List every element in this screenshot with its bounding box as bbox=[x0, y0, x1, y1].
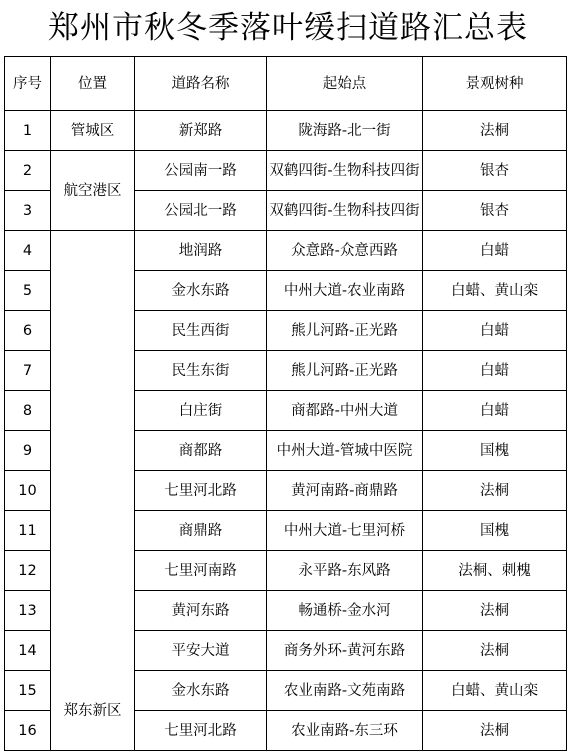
cell-range: 农业南路-东三环 bbox=[267, 711, 423, 751]
table-row bbox=[5, 111, 567, 151]
cell-seq: 14 bbox=[5, 631, 51, 671]
cell-trees: 白蜡 bbox=[423, 231, 567, 271]
cell-trees: 法桐 bbox=[423, 111, 567, 151]
cell-seq: 15 bbox=[5, 671, 51, 711]
cell-seq: 5 bbox=[5, 271, 51, 311]
cell-road: 商鼎路 bbox=[135, 511, 267, 551]
header-position: 位置 bbox=[51, 57, 135, 111]
cell-road: 七里河北路 bbox=[135, 471, 267, 511]
cell-road: 白庄街 bbox=[135, 391, 267, 431]
cell-seq: 2 bbox=[5, 151, 51, 191]
cell-road: 平安大道 bbox=[135, 631, 267, 671]
cell-seq: 12 bbox=[5, 551, 51, 591]
cell-range: 双鹤四街-生物科技四街 bbox=[267, 151, 423, 191]
header-seq: 序号 bbox=[5, 57, 51, 111]
cell-trees: 白蜡 bbox=[423, 391, 567, 431]
cell-road: 七里河北路 bbox=[135, 711, 267, 751]
cell-seq: 1 bbox=[5, 111, 51, 151]
cell-trees: 白蜡 bbox=[423, 311, 567, 351]
header-row bbox=[5, 57, 567, 111]
cell-road: 新郑路 bbox=[135, 111, 267, 151]
cell-trees: 法桐、刺槐 bbox=[423, 551, 567, 591]
cell-range: 熊儿河路-正光路 bbox=[267, 351, 423, 391]
header-trees: 景观树种 bbox=[423, 57, 567, 111]
cell-trees: 法桐 bbox=[423, 711, 567, 751]
table-row bbox=[5, 231, 567, 271]
cell-trees: 白蜡 bbox=[423, 351, 567, 391]
cell-road: 地润路 bbox=[135, 231, 267, 271]
cell-seq: 8 bbox=[5, 391, 51, 431]
table-row bbox=[5, 151, 567, 191]
cell-position: 管城区 bbox=[51, 111, 135, 151]
cell-trees: 白蜡、黄山栾 bbox=[423, 271, 567, 311]
cell-range: 中州大道-七里河桥 bbox=[267, 511, 423, 551]
cell-road: 公园南一路 bbox=[135, 151, 267, 191]
cell-road: 民生东街 bbox=[135, 351, 267, 391]
cell-road: 公园北一路 bbox=[135, 191, 267, 231]
cell-seq: 16 bbox=[5, 711, 51, 751]
cell-range: 畅通桥-金水河 bbox=[267, 591, 423, 631]
cell-trees: 银杏 bbox=[423, 191, 567, 231]
cell-range: 商务外环-黄河东路 bbox=[267, 631, 423, 671]
cell-seq: 4 bbox=[5, 231, 51, 271]
cell-road: 黄河东路 bbox=[135, 591, 267, 631]
cell-road: 金水东路 bbox=[135, 671, 267, 711]
cell-range: 永平路-东风路 bbox=[267, 551, 423, 591]
cell-road: 金水东路 bbox=[135, 271, 267, 311]
cell-range: 熊儿河路-正光路 bbox=[267, 311, 423, 351]
header-road: 道路名称 bbox=[135, 57, 267, 111]
cell-range: 农业南路-文苑南路 bbox=[267, 671, 423, 711]
cell-position: 郑东新区 bbox=[51, 231, 135, 751]
cell-trees: 银杏 bbox=[423, 151, 567, 191]
cell-seq: 10 bbox=[5, 471, 51, 511]
cell-seq: 9 bbox=[5, 431, 51, 471]
cell-trees: 国槐 bbox=[423, 511, 567, 551]
road-table bbox=[4, 56, 567, 751]
cell-seq: 13 bbox=[5, 591, 51, 631]
cell-range: 中州大道-管城中医院 bbox=[267, 431, 423, 471]
cell-road: 民生西街 bbox=[135, 311, 267, 351]
cell-trees: 国槐 bbox=[423, 431, 567, 471]
cell-trees: 白蜡、黄山栾 bbox=[423, 671, 567, 711]
cell-range: 中州大道-农业南路 bbox=[267, 271, 423, 311]
cell-trees: 法桐 bbox=[423, 591, 567, 631]
cell-range: 黄河南路-商鼎路 bbox=[267, 471, 423, 511]
cell-seq: 6 bbox=[5, 311, 51, 351]
header-range: 起始点 bbox=[267, 57, 423, 111]
cell-seq: 7 bbox=[5, 351, 51, 391]
cell-range: 众意路-众意西路 bbox=[267, 231, 423, 271]
cell-road: 商都路 bbox=[135, 431, 267, 471]
cell-road: 七里河南路 bbox=[135, 551, 267, 591]
cell-seq: 3 bbox=[5, 191, 51, 231]
cell-seq: 11 bbox=[5, 511, 51, 551]
cell-range: 陇海路-北一街 bbox=[267, 111, 423, 151]
cell-range: 商都路-中州大道 bbox=[267, 391, 423, 431]
cell-trees: 法桐 bbox=[423, 471, 567, 511]
cell-range: 双鹤四街-生物科技四街 bbox=[267, 191, 423, 231]
cell-trees: 法桐 bbox=[423, 631, 567, 671]
cell-position: 航空港区 bbox=[51, 151, 135, 231]
page-title: 郑州市秋冬季落叶缓扫道路汇总表 bbox=[48, 10, 528, 46]
